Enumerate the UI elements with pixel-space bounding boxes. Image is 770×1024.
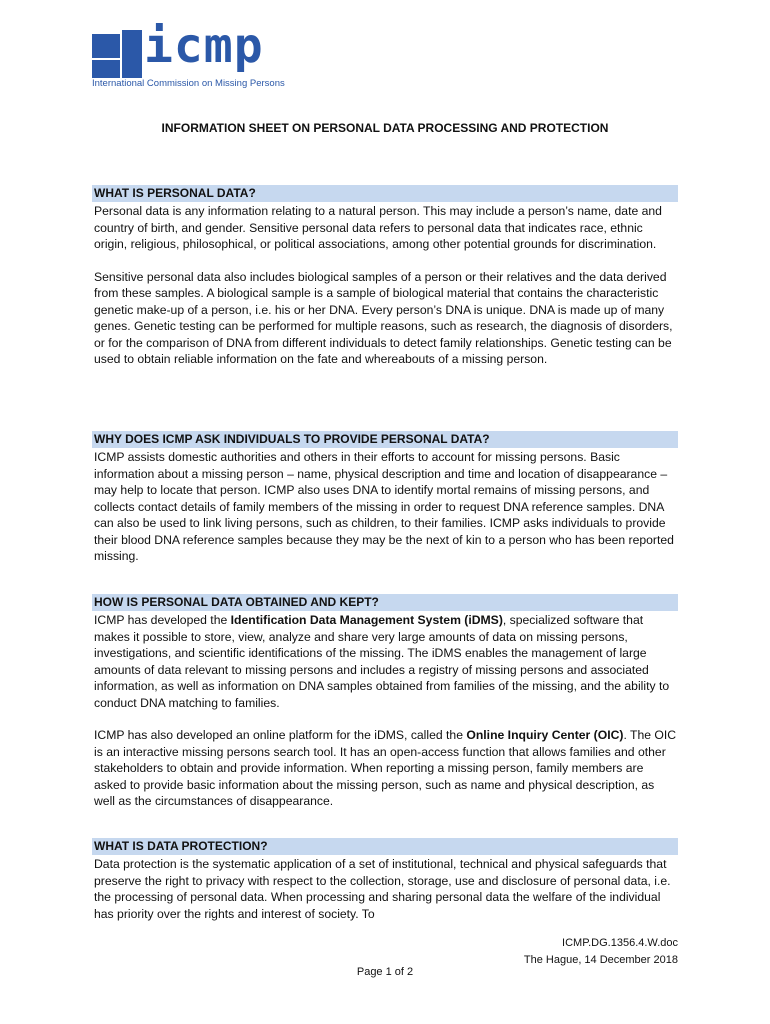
paragraph-text: ICMP has also developed an online platform for the iDMS, called the bbox=[94, 728, 467, 742]
logo-wordmark: icmp bbox=[144, 18, 264, 74]
paragraph bbox=[92, 727, 678, 810]
page-number: Page 1 of 2 bbox=[356, 966, 414, 978]
section-heading: HOW IS PERSONAL DATA OBTAINED AND KEPT? bbox=[92, 594, 678, 611]
paragraph bbox=[92, 612, 678, 711]
paragraph-text: . The OIC is an interactive missing persons search tool. It has an open-access function that allows families and other stakeholders to obtain and provide information. When reporting a missing person, family members are asked to provide basic information about the missing person, such as name and physical description, as well as the circumstances of disappearance. bbox=[94, 728, 677, 808]
paragraph: Data protection is the systematic application of a set of institutional, technical and physical safeguards that preserve the right to privacy with respect to the collection, storage, use and disclosure of personal data, i.e. the processing of personal data. When processing and sharing personal data the welfare of the individual has priority over the rights and interest of society. To bbox=[94, 857, 671, 921]
oic-term: Online Inquiry Center (OIC) bbox=[466, 728, 624, 742]
place-and-date: The Hague, 14 December 2018 bbox=[523, 954, 678, 966]
paragraph-text: ICMP has developed the bbox=[94, 613, 231, 627]
section-how-data-obtained bbox=[92, 594, 678, 810]
logo-tagline: International Commission on Missing Persons bbox=[92, 78, 285, 89]
document-title: INFORMATION SHEET ON PERSONAL DATA PROCESSING AND PROTECTION bbox=[161, 121, 609, 135]
section-heading: WHAT IS DATA PROTECTION? bbox=[92, 838, 678, 855]
section-data-protection bbox=[92, 838, 678, 922]
icmp-logo bbox=[92, 18, 302, 90]
section-heading: WHY DOES ICMP ASK INDIVIDUALS TO PROVIDE PERSONAL DATA? bbox=[92, 431, 678, 448]
paragraph: ICMP assists domestic authorities and others in their efforts to account for missing persons. Basic information about a missing person – name, physical description and time and location of disappearance – may help to locate that person. ICMP also uses DNA to identify mortal remains of missing persons, and collects contact details of family members of the missing in order to request DNA reference samples. DNA can also be used to link living persons, such as children, to their families. ICMP asks individuals to provide their blood DNA reference samples because they may be the next of kin to a person who has been reported missing. bbox=[94, 450, 674, 563]
section-heading: WHAT IS PERSONAL DATA? bbox=[92, 185, 678, 202]
paragraph: Personal data is any information relating to a natural person. This may include a person’s name, date and country of birth, and gender. Sensitive personal data refers to personal data that indicates race, ethnic origin, religious, philosophical, or political associations, among other potential grounds for discrimination. bbox=[94, 204, 662, 251]
icmp-logo-mark-icon bbox=[92, 30, 142, 78]
section-what-is-personal-data bbox=[92, 185, 678, 368]
document-code: ICMP.DG.1356.4.W.doc bbox=[562, 937, 678, 949]
section-why-personal-data bbox=[92, 431, 678, 565]
paragraph: Sensitive personal data also includes biological samples of a person or their relatives and the data derived from these samples. A biological sample is a sample of biological material that contains the characteristic genetic make-up of a person, i.e. his or her DNA. Every person’s DNA is unique. DNA is made up of many genes. Genetic testing can be performed for multiple reasons, such as research, the diagnosis of disorders, or for the comparison of DNA from different individuals to detect family relationships. Genetic testing can be used to obtain reliable information on the fate and whereabouts of a missing person. bbox=[94, 269, 673, 366]
paragraph-text: , specialized software that makes it possible to store, view, analyze and share very large amounts of data on missing persons, investigations, and scientific identifications of the missing. The iDMS enables the management of large amounts of data relevant to missing persons and includes a registry of missing persons and associated information, as well as information on DNA samples obtained from families of the missing, and the ability to conduct DNA matching to families. bbox=[94, 613, 670, 710]
idms-term: Identification Data Management System (iDMS) bbox=[230, 613, 503, 627]
